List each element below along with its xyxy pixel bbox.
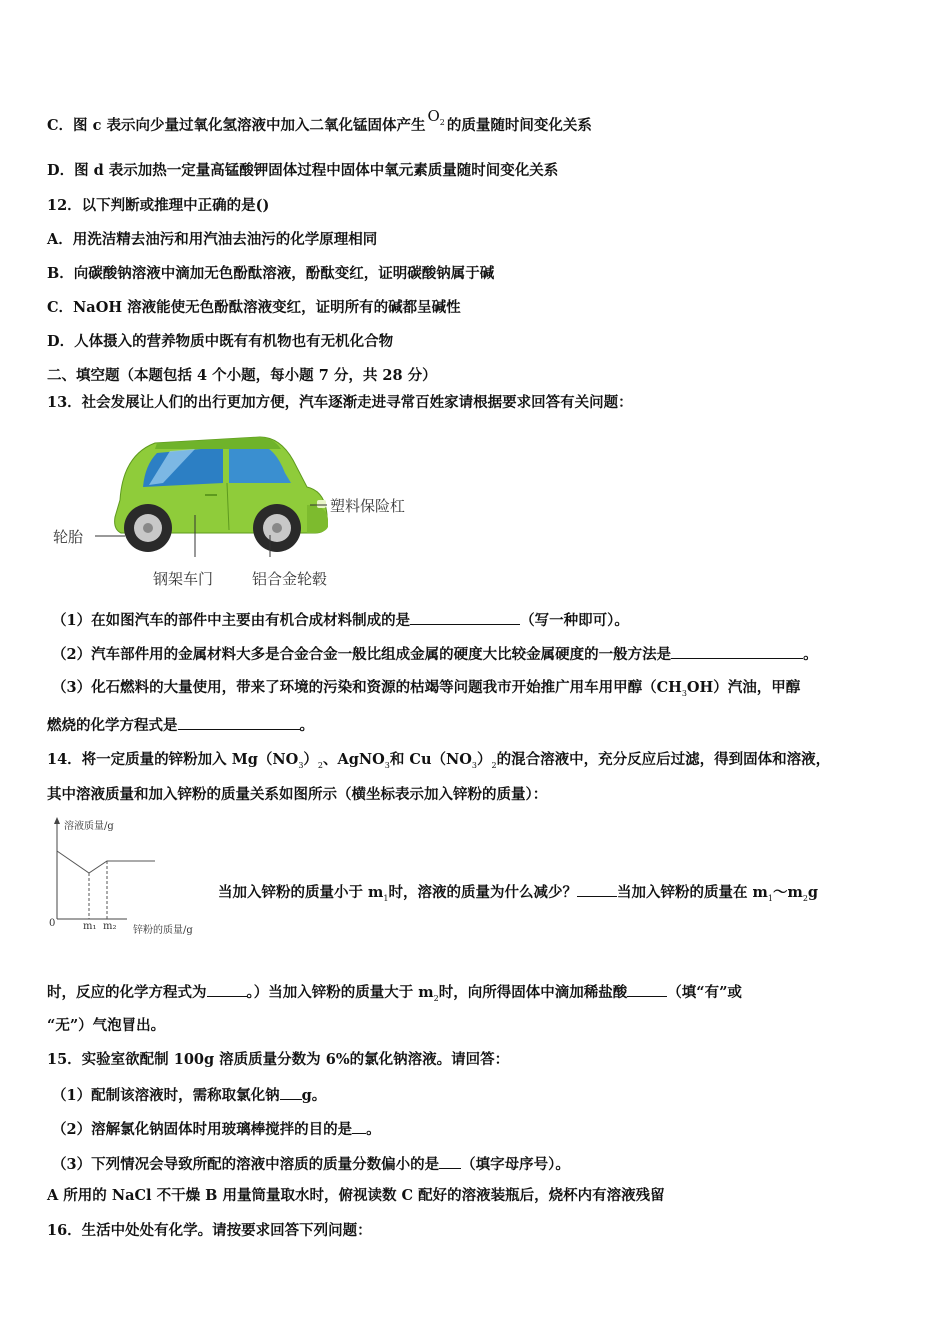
q15-part3: （3）下列情况会导致所配的溶液中溶质的质量分数偏小的是 （填字母序号）。 <box>52 1156 570 1173</box>
q15-part2: （2）溶解氯化钠固体时用玻璃棒搅拌的目的是 。 <box>52 1121 381 1138</box>
label-bumper: 塑料保险杠 <box>330 497 406 515</box>
q12-option-a: A．用洗洁精去油污和用汽油去油污的化学原理相同 <box>47 231 378 248</box>
q14-stem-line1: 14．将一定质量的锌粉加入 $Mg(NO_3)_2$、AgNO$_3$和 $Cu(NO_3)_2$的混合溶液中，充分反应后过滤，得到固体和溶液， <box>47 751 831 770</box>
y-axis-label: 溶液质量/g <box>64 821 114 832</box>
answer-blank[interactable] <box>280 1085 302 1100</box>
q13-part1: （1）在如图汽车的部件中主要由有机合成材料制成的是 （写一种即可）。 <box>52 612 629 629</box>
answer-blank[interactable] <box>410 610 520 625</box>
q15-part1: （1）配制该溶液时，需称取氯化钠 g。 <box>52 1087 327 1104</box>
q15-options: A 所用的 NaCl 不干燥 B 用量筒量取水时，俯视读数 C 配好的溶液装瓶后，烧杯内有溶液残留 <box>47 1187 665 1204</box>
q12-option-c: C．NaOH 溶液能使无色酚酞溶液变红，证明所有的碱都呈碱性 <box>47 299 461 316</box>
q12-option-d: D．人体摄入的营养物质中既有有机物也有无机化合物 <box>47 333 394 350</box>
q14-line3: 时，反应的化学方程式为 。）当加入锌粉的质量大于 $m_2$时，向所得固体中滴加稀盐酸 （填“有”或 <box>47 984 742 1003</box>
x-axis-label: 锌粉的质量/g <box>133 925 193 936</box>
q14-side-text: 当加入锌粉的质量小于 $m_1$时，溶液的质量为什么减少？ 当加入锌粉的质量在 $m_1\sim m_2g$ <box>218 884 819 903</box>
car-figure <box>45 425 445 595</box>
section-title: 二、填空题（本题包括 4 个小题，每小题 7 分，共 28 分） <box>47 367 437 384</box>
answer-blank[interactable] <box>439 1154 461 1169</box>
label-hub: 铝合金轮毂 <box>252 570 328 588</box>
answer-blank[interactable] <box>178 715 300 730</box>
q13-part2: （2）汽车部件用的金属材料大多是合金合金一般比组成金属的硬度大比较金属硬度的一般方法是 。 <box>52 646 818 663</box>
origin-label: 0 <box>49 918 56 929</box>
answer-blank[interactable] <box>671 644 803 659</box>
o2-formula: $O_2$ <box>427 107 445 127</box>
q12-stem: 12．以下判断或推理中正确的是() <box>47 197 270 214</box>
q13-stem: 13．社会发展让人们的出行更加方便，汽车逐渐走进寻常百姓家请根据要求回答有关问题： <box>47 394 633 411</box>
label-tire: 轮胎 <box>53 528 84 546</box>
q11-option-d: D．图 d 表示加热一定量高锰酸钾固体过程中固体中氧元素质量随时间变化关系 <box>47 162 559 179</box>
m2-tick: m₂ <box>103 921 117 932</box>
q15-stem: 15．实验室欲配制 100g 溶质质量分数为 6%的氯化钠溶液。请回答： <box>47 1051 510 1068</box>
m1-tick: m₁ <box>83 921 97 932</box>
q11-option-c: C．图 c 表示向少量过氧化氢溶液中加入二氧化锰固体产生$O_2$ 的质量随时间变化关系 <box>47 107 592 134</box>
answer-blank[interactable] <box>577 882 617 897</box>
mass-curve <box>57 851 155 873</box>
q16-stem: 16．生活中处处有化学。请按要求回答下列问题： <box>47 1222 372 1239</box>
answer-blank[interactable] <box>352 1119 366 1134</box>
q14-line4: “无”）气泡冒出。 <box>47 1017 166 1034</box>
mass-graph <box>45 815 220 940</box>
label-door: 钢架车门 <box>153 570 214 588</box>
q13-part3-line2: 燃烧的化学方程式是 。 <box>47 717 314 734</box>
q12-option-b: B．向碳酸钠溶液中滴加无色酚酞溶液，酚酞变红，证明碳酸钠属于碱 <box>47 265 495 282</box>
answer-blank[interactable] <box>627 982 667 997</box>
q14-stem-line2: 其中溶液质量和加入锌粉的质量关系如图所示（横坐标表示加入锌粉的质量）： <box>47 786 548 803</box>
answer-blank[interactable] <box>207 982 247 997</box>
q13-part3: （3）化石燃料的大量使用，带来了环境的污染和资源的枯竭等问题我市开始推广用车用甲醇$(CH_3OH)$汽油，甲醇 <box>52 679 801 698</box>
